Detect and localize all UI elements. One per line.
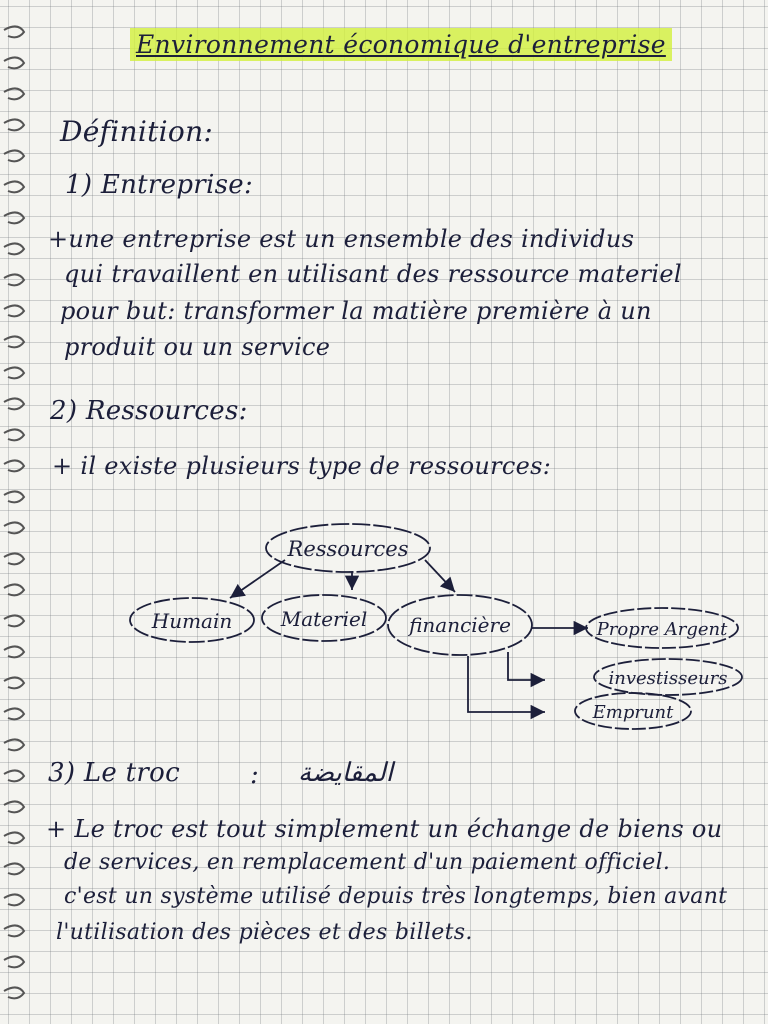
section2-intro: + il existe plusieurs type de ressources: (52, 452, 552, 480)
node-label-materiel: Materiel (280, 607, 368, 631)
node-emprunt (575, 693, 691, 729)
node-label-propre-argent: Propre Argent (596, 619, 728, 640)
section1-heading: 1) Entreprise: (65, 170, 254, 200)
connector-line (230, 560, 285, 598)
section1-line: pour but: transformer la matière première à un (60, 297, 652, 325)
section1-line: +une entreprise est un ensemble des individus (48, 225, 635, 253)
section3-line: l'utilisation des pièces et des billets. (56, 920, 473, 945)
section3-line: c'est un système utilisé depuis très longtemps, bien avant (64, 884, 728, 909)
node-investisseurs (594, 659, 742, 695)
node-propre-argent (586, 608, 738, 648)
node-label-financiere: financière (409, 613, 511, 637)
section3-line: de services, en remplacement d'un paiement officiel. (64, 850, 671, 875)
node-humain (130, 598, 254, 642)
connector-line (508, 652, 545, 680)
section3-heading: 3) Le troc (48, 758, 180, 788)
connector-line (468, 656, 545, 712)
node-label-humain: Humain (151, 609, 233, 633)
section1-line: produit ou un service (64, 333, 331, 361)
definition-heading: Définition: (60, 115, 214, 148)
section3-arabic-term: المقايضة (298, 758, 393, 788)
node-root (266, 524, 430, 572)
node-label-investisseurs: investisseurs (608, 668, 728, 689)
connector-line (425, 560, 455, 592)
node-materiel (262, 595, 386, 641)
node-label-emprunt: Emprunt (592, 702, 674, 723)
section3-line: + Le troc est tout simplement un échange de biens ou (46, 815, 723, 843)
page-title: Environnement économique d'entreprise (130, 28, 672, 61)
node-financiere (388, 595, 532, 655)
section1-line: qui travaillent en utilisant des ressource materiel (64, 260, 682, 288)
node-label-root: Ressources (287, 537, 409, 561)
section2-heading: 2) Ressources: (50, 396, 248, 426)
section3-separator: : (250, 760, 260, 790)
